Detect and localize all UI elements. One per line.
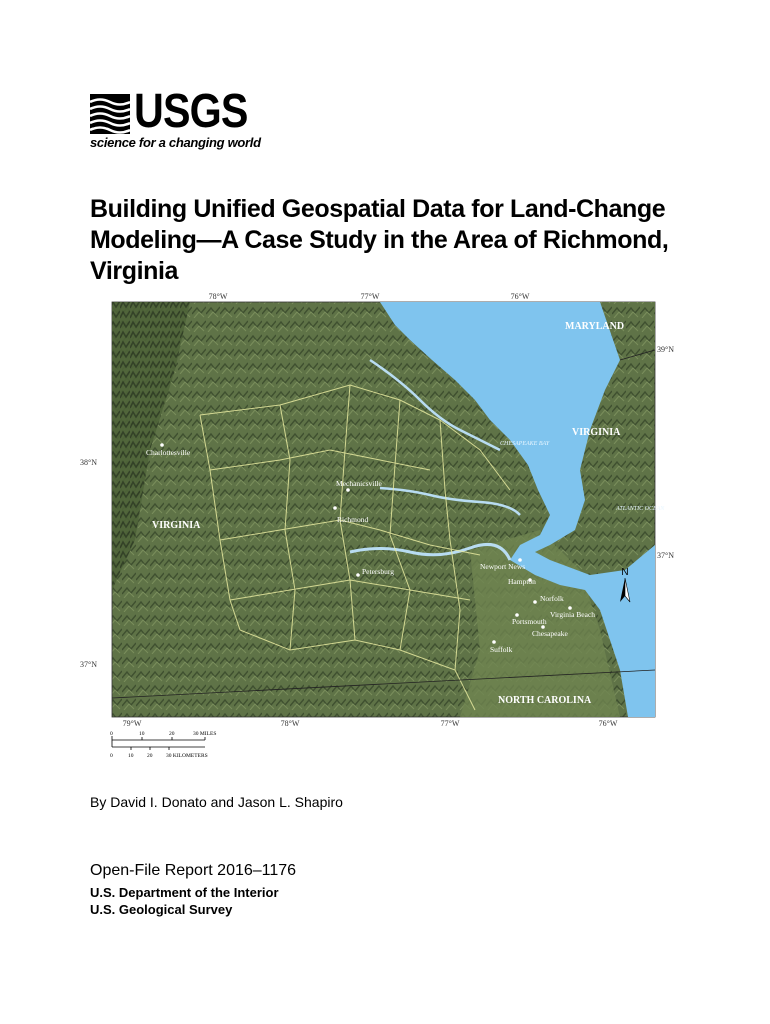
state-label-virginia-west: VIRGINIA bbox=[152, 520, 201, 531]
city-dot bbox=[356, 573, 360, 577]
scale-bar bbox=[110, 731, 216, 759]
usgs-logo bbox=[90, 85, 261, 154]
city-label-portsmouth: Portsmouth bbox=[512, 617, 547, 626]
city-label-petersburg: Petersburg bbox=[362, 567, 394, 576]
top-lon-label: 76°W bbox=[510, 292, 530, 301]
left-lat-label: 38°N bbox=[80, 458, 97, 467]
report-number: Open-File Report 2016–1176 bbox=[90, 862, 297, 879]
city-dot bbox=[533, 600, 537, 604]
study-area-map bbox=[80, 290, 680, 770]
usgs-wave-icon bbox=[90, 94, 130, 134]
left-lat-label: 37°N bbox=[80, 660, 97, 669]
bottom-lon-label: 79°W bbox=[122, 719, 142, 728]
svg-text:N: N bbox=[621, 567, 629, 578]
scale-miles-tick: 20 bbox=[169, 731, 175, 737]
city-label-virginia-beach: Virginia Beach bbox=[550, 610, 596, 619]
city-label-chesapeake: Chesapeake bbox=[532, 629, 568, 638]
city-label-norfolk: Norfolk bbox=[540, 594, 564, 603]
scale-km-tick: 0 bbox=[110, 753, 113, 759]
city-label-hampton: Hampton bbox=[508, 577, 536, 586]
right-lat-label: 37°N bbox=[657, 551, 674, 560]
scale-miles-tick: 10 bbox=[139, 731, 145, 737]
city-dot bbox=[160, 443, 164, 447]
bottom-lon-label: 77°W bbox=[440, 719, 460, 728]
agency-name: U.S. Geological Survey bbox=[90, 902, 233, 917]
map-svg bbox=[80, 290, 680, 770]
right-lat-label: 39°N bbox=[657, 345, 674, 354]
city-label-suffolk: Suffolk bbox=[490, 645, 513, 654]
scale-km-tick: 20 bbox=[147, 753, 153, 759]
city-label-mechanicsville: Mechanicsville bbox=[336, 479, 382, 488]
city-dot bbox=[346, 488, 350, 492]
water-label-atlantic: ATLANTIC OCEAN bbox=[616, 506, 665, 512]
usgs-wordmark: USGS bbox=[134, 85, 248, 138]
city-label-richmond: Richmond bbox=[337, 515, 369, 524]
city-dot bbox=[492, 640, 496, 644]
usgs-tagline: science for a changing world bbox=[90, 135, 261, 150]
city-dot bbox=[333, 506, 337, 510]
scale-miles-tick: 0 bbox=[110, 731, 113, 737]
water-label-chesapeake: CHESAPEAKE BAY bbox=[500, 441, 550, 447]
state-label-virginia-east: VIRGINIA bbox=[572, 427, 621, 438]
scale-km-tick: 30 KILOMETERS bbox=[166, 753, 208, 759]
scale-km-tick: 10 bbox=[128, 753, 134, 759]
state-label-north-carolina: NORTH CAROLINA bbox=[498, 695, 592, 706]
scale-miles-tick: 30 MILES bbox=[193, 731, 217, 737]
top-lon-label: 78°W bbox=[208, 292, 228, 301]
authors-line: By David I. Donato and Jason L. Shapiro bbox=[90, 794, 343, 810]
department-block bbox=[90, 884, 279, 918]
bottom-lon-label: 78°W bbox=[280, 719, 300, 728]
city-label-newport-news: Newport News bbox=[480, 562, 526, 571]
department-name: U.S. Department of the Interior bbox=[90, 885, 279, 900]
bottom-lon-label: 76°W bbox=[598, 719, 618, 728]
city-label-charlottesville: Charlottesville bbox=[146, 448, 191, 457]
top-lon-label: 77°W bbox=[360, 292, 380, 301]
report-title: Building Unified Geospatial Data for Land-Change Modeling—A Case Study in the Area of Richmond, Virginia bbox=[90, 195, 669, 285]
state-label-maryland: MARYLAND bbox=[565, 321, 625, 332]
